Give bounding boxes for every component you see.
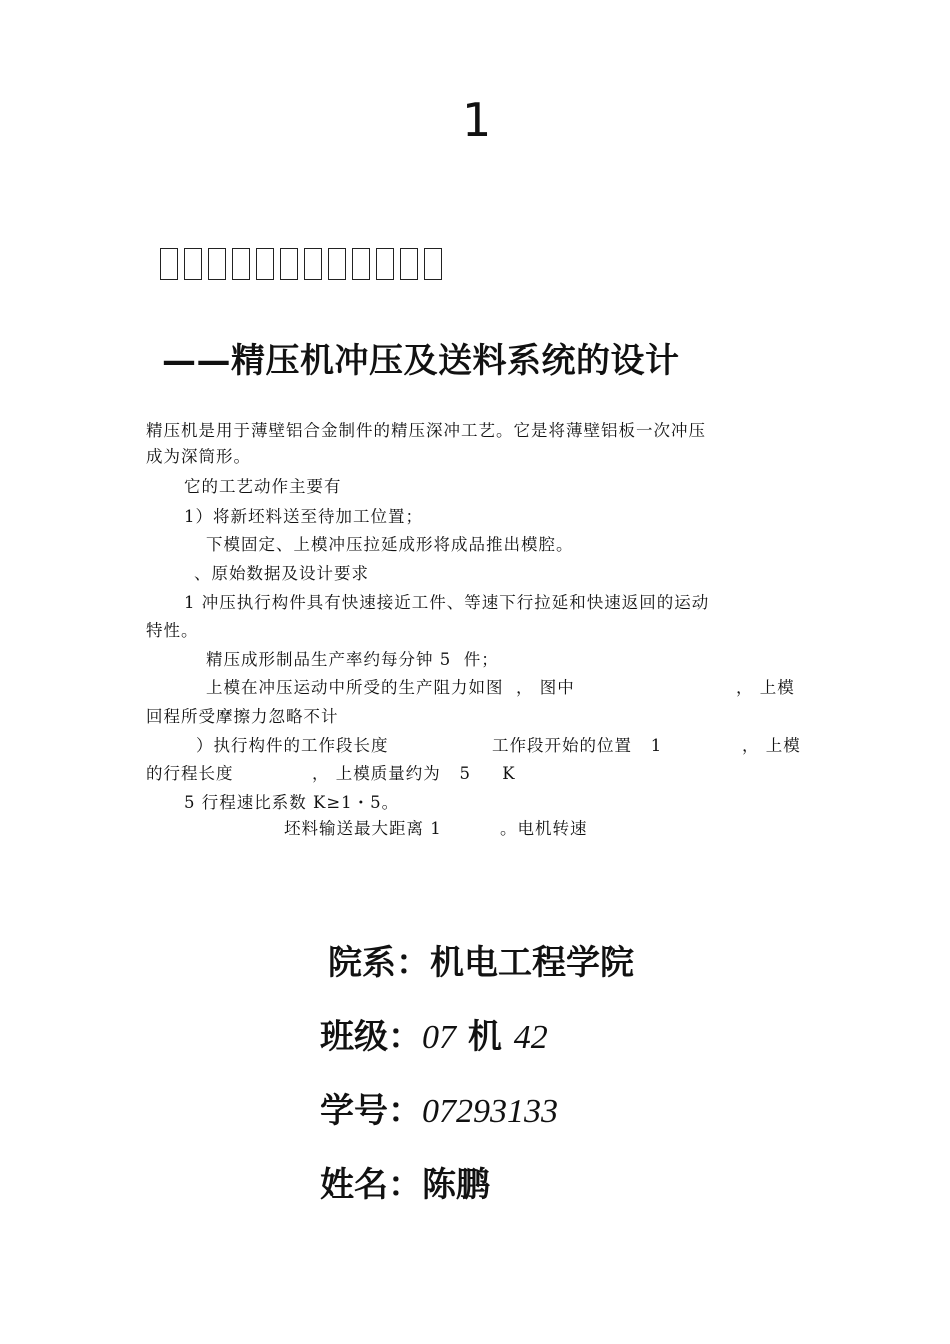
body-line: 工作段开始的位置 1 <box>492 736 663 755</box>
body-line: 特性。 <box>146 621 199 640</box>
missing-glyph-box <box>400 248 418 280</box>
class-value-major: 机 <box>467 1017 502 1057</box>
body-line: 5 行程速比系数 K≥1・5。 <box>184 793 400 812</box>
body-line: 它的工艺动作主要有 <box>184 477 342 496</box>
department-label: 院系： <box>328 943 430 983</box>
body-line: 回程所受摩擦力忽略不计 <box>146 707 339 726</box>
body-line: 上模在冲压运动中所受的生产阻力如图 ， 图中 <box>206 678 575 697</box>
body-line: 精压机是用于薄壁铝合金制件的精压深冲工艺。它是将薄壁铝板一次冲压 <box>146 421 706 440</box>
department-row <box>328 940 634 986</box>
missing-glyph-box <box>160 248 178 280</box>
body-line: 的行程长度 <box>146 764 234 783</box>
student-id-value: 07293133 <box>422 1093 558 1130</box>
body-line: 精压成形制品生产率约每分钟 5 件； <box>206 650 499 669</box>
document-subtitle: ——精压机冲压及送料系统的设计 <box>162 341 680 381</box>
body-line: 下模固定、上模冲压拉延成形将成品推出模腔。 <box>206 535 574 554</box>
class-value-number: 07 <box>422 1019 456 1056</box>
missing-glyph-box <box>256 248 274 280</box>
body-line: ， 上模 <box>736 678 795 697</box>
class-row <box>320 1014 548 1061</box>
name-value: 陈鹏 <box>422 1165 490 1205</box>
department-value: 机电工程学院 <box>430 943 634 983</box>
section-heading: 、原始数据及设计要求 <box>194 564 369 583</box>
name-label: 姓名： <box>320 1165 422 1205</box>
garbled-title <box>160 248 442 280</box>
missing-glyph-box <box>424 248 442 280</box>
body-line: 坯料输送最大距离 1 <box>284 819 442 838</box>
missing-glyph-box <box>376 248 394 280</box>
page-number: 1 <box>462 93 492 147</box>
body-line: ）执行构件的工作段长度 <box>196 736 389 755</box>
missing-glyph-box <box>208 248 226 280</box>
name-row <box>320 1162 490 1208</box>
missing-glyph-box <box>352 248 370 280</box>
body-line: ， 上模质量约为 5 K <box>312 764 516 783</box>
body-line: 成为深筒形。 <box>146 447 251 466</box>
student-id-row <box>320 1088 558 1135</box>
class-value-group: 42 <box>513 1019 548 1056</box>
student-id-label: 学号： <box>320 1091 422 1131</box>
class-label: 班级： <box>320 1017 422 1057</box>
body-line: 。电机转速 <box>500 819 588 838</box>
missing-glyph-box <box>280 248 298 280</box>
body-line: 1 冲压执行构件具有快速接近工件、等速下行拉延和快速返回的运动 <box>184 593 710 612</box>
missing-glyph-box <box>184 248 202 280</box>
body-line: ， 上模 <box>742 736 801 755</box>
missing-glyph-box <box>328 248 346 280</box>
missing-glyph-box <box>304 248 322 280</box>
body-line: 1）将新坯料送至待加工位置； <box>184 507 423 526</box>
missing-glyph-box <box>232 248 250 280</box>
